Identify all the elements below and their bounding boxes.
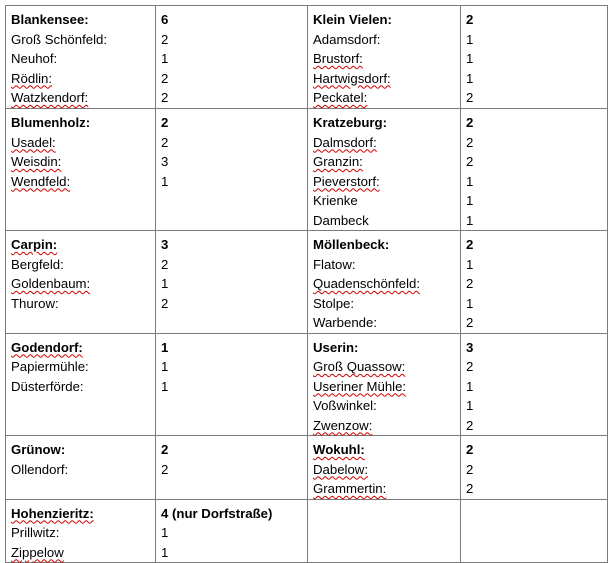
village-name: Prillwitz: xyxy=(11,525,60,540)
right-count-cell xyxy=(461,436,608,500)
village-count: 1 xyxy=(466,398,474,413)
village-count: 1 xyxy=(161,359,169,374)
village-count: 1 xyxy=(466,31,474,47)
right-name-cell xyxy=(308,333,461,436)
right-count-cell xyxy=(461,499,608,563)
village-name: Groß Schönfeld: xyxy=(11,31,108,47)
left-name-cell xyxy=(6,436,156,500)
village-name: Goldenbaum: xyxy=(11,276,91,291)
right-name-cell xyxy=(308,499,461,563)
village-name: Stolpe: xyxy=(313,295,355,311)
left-name-cell xyxy=(6,499,156,563)
village-name: Zippelow xyxy=(11,544,64,560)
village-name: Weisdin: xyxy=(11,154,62,169)
village-name: Zwenzow: xyxy=(313,417,373,433)
right-name-cell xyxy=(308,109,461,231)
right-count-cell xyxy=(461,231,608,334)
village-name: Groß Quassow: xyxy=(313,359,406,374)
right-count-cell xyxy=(461,333,608,436)
left-name-cell xyxy=(6,333,156,436)
municipality-count: 2 xyxy=(466,12,474,27)
village-name: Adamsdorf: xyxy=(313,31,381,47)
left-count-cell xyxy=(156,231,308,334)
village-name: Granzin: xyxy=(313,154,363,169)
village-name: Flatow: xyxy=(313,256,356,272)
village-count: 2 xyxy=(466,154,474,169)
village-count: 1 xyxy=(161,51,169,66)
village-count: 2 xyxy=(466,481,474,496)
village-count: 3 xyxy=(161,154,169,169)
village-name: Neuhof: xyxy=(11,51,58,66)
village-count: 1 xyxy=(466,70,474,86)
municipality-name: Grünow: xyxy=(11,442,66,457)
village-count: 1 xyxy=(161,276,169,291)
table-row xyxy=(6,333,608,436)
table-row xyxy=(6,6,608,109)
village-name: Rödlin: xyxy=(11,70,53,86)
left-name-cell xyxy=(6,6,156,109)
village-name: Dabelow: xyxy=(313,461,368,477)
municipality-count: 4 (nur Dorfstraße) xyxy=(161,505,273,521)
village-count: 2 xyxy=(466,359,474,374)
table-row xyxy=(6,231,608,334)
right-count-cell xyxy=(461,6,608,109)
village-name: Usadel: xyxy=(11,134,56,150)
table-row xyxy=(6,499,608,563)
municipality-name: Klein Vielen: xyxy=(313,12,392,27)
village-name: Ollendorf: xyxy=(11,461,69,477)
municipality-name: Hohenzieritz: xyxy=(11,505,94,521)
village-name: Dalmsdorf: xyxy=(313,134,377,150)
village-count: 1 xyxy=(466,173,474,189)
village-count: 2 xyxy=(161,134,169,150)
village-count: 1 xyxy=(466,193,474,208)
municipality-count: 3 xyxy=(466,339,474,355)
village-count: 2 xyxy=(161,90,169,105)
municipality-name: Möllenbeck: xyxy=(313,237,390,252)
village-count: 1 xyxy=(466,295,474,311)
village-count: 2 xyxy=(466,417,474,433)
village-name: Bergfeld: xyxy=(11,256,64,272)
village-name: Krienke xyxy=(313,193,358,208)
municipality-table xyxy=(5,5,608,563)
left-count-cell xyxy=(156,6,308,109)
village-count: 2 xyxy=(161,295,169,311)
municipality-name: Kratzeburg: xyxy=(313,115,387,130)
left-name-cell xyxy=(6,109,156,231)
village-name: Brustorf: xyxy=(313,51,363,66)
village-count: 2 xyxy=(466,90,474,105)
left-count-cell xyxy=(156,109,308,231)
municipality-count: 3 xyxy=(161,237,169,252)
municipality-name: Godendorf: xyxy=(11,339,83,355)
village-count: 1 xyxy=(466,378,474,394)
left-count-cell xyxy=(156,333,308,436)
village-count: 1 xyxy=(466,212,474,228)
municipality-name: Wokuhl: xyxy=(313,442,365,457)
village-count: 2 xyxy=(161,70,169,86)
village-name: Useriner Mühle: xyxy=(313,378,407,394)
left-count-cell xyxy=(156,499,308,563)
municipality-count: 2 xyxy=(466,115,474,130)
village-name: Peckatel: xyxy=(313,90,368,105)
right-count-cell xyxy=(461,109,608,231)
village-count: 1 xyxy=(161,378,169,394)
municipality-count: 2 xyxy=(466,237,474,252)
municipality-count: 1 xyxy=(161,339,169,355)
village-count: 1 xyxy=(161,544,169,560)
municipality-count: 2 xyxy=(161,115,169,130)
village-name: Quadenschönfeld: xyxy=(313,276,421,291)
village-count: 1 xyxy=(161,525,169,540)
municipality-count: 2 xyxy=(161,442,169,457)
table-body xyxy=(6,6,608,563)
village-count: 2 xyxy=(161,31,169,47)
left-name-cell xyxy=(6,231,156,334)
municipality-name: Carpin: xyxy=(11,237,58,252)
village-count: 2 xyxy=(466,134,474,150)
village-name: Hartwigsdorf: xyxy=(313,70,391,86)
village-count: 2 xyxy=(161,256,169,272)
village-name: Düsterförde: xyxy=(11,378,84,394)
right-name-cell xyxy=(308,6,461,109)
village-count: 2 xyxy=(161,461,169,477)
village-name: Watzkendorf: xyxy=(11,90,89,105)
right-name-cell xyxy=(308,436,461,500)
village-name: Warbende: xyxy=(313,315,378,330)
village-count: 1 xyxy=(161,173,169,189)
village-count: 2 xyxy=(466,315,474,330)
municipality-count: 6 xyxy=(161,12,169,27)
village-name: Pieverstorf: xyxy=(313,173,380,189)
municipality-name: Userin: xyxy=(313,339,359,355)
village-name: Dambeck xyxy=(313,212,369,228)
municipality-count: 2 xyxy=(466,442,474,457)
left-count-cell xyxy=(156,436,308,500)
village-name: Papiermühle: xyxy=(11,359,89,374)
table-row xyxy=(6,109,608,231)
village-count: 2 xyxy=(466,461,474,477)
municipality-name: Blankensee: xyxy=(11,12,89,27)
village-name: Voßwinkel: xyxy=(313,398,377,413)
village-name: Wendfeld: xyxy=(11,173,71,189)
village-name: Grammertin: xyxy=(313,481,387,496)
table-row xyxy=(6,436,608,500)
village-count: 2 xyxy=(466,276,474,291)
right-name-cell xyxy=(308,231,461,334)
village-count: 1 xyxy=(466,51,474,66)
village-count: 1 xyxy=(466,256,474,272)
village-name: Thurow: xyxy=(11,295,59,311)
municipality-name: Blumenholz: xyxy=(11,115,91,130)
